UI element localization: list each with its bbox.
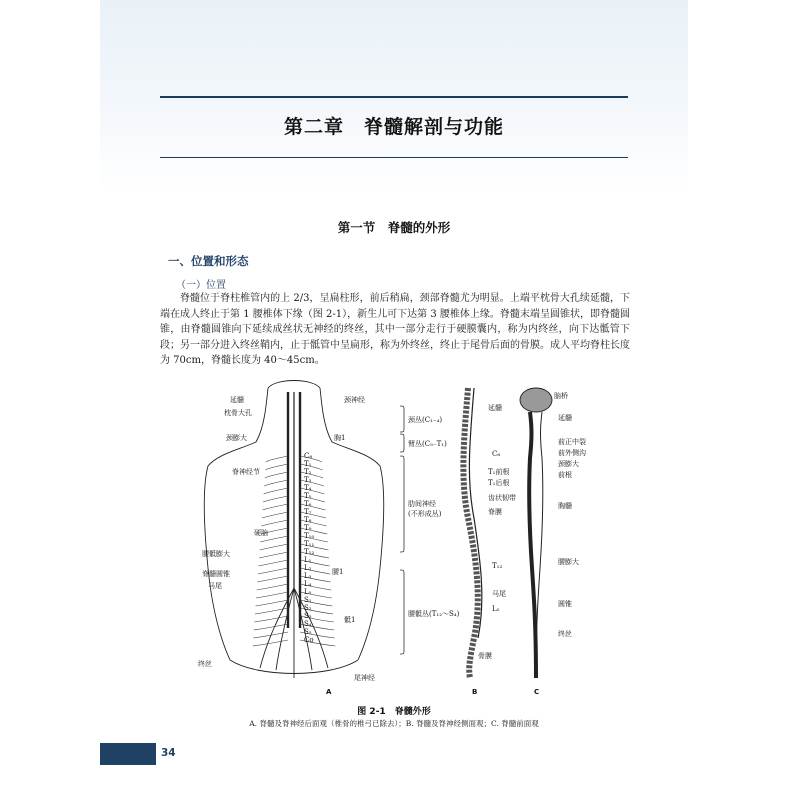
chapter-rule-top [160, 96, 628, 98]
spinal-nerve-left [261, 520, 288, 526]
label-b-denticulate: 齿状韧带 [488, 494, 516, 502]
label-conus: 脊髓圆锥 [202, 570, 230, 578]
segment-label: L₅ [304, 588, 312, 596]
spinal-nerve-left [254, 624, 288, 630]
spinal-nerve-left [262, 512, 288, 518]
spinal-nerve-left [259, 552, 288, 558]
segment-label: T₁₂ [304, 548, 315, 556]
segment-label: T₉ [304, 524, 312, 532]
segment-label: S₅ [304, 628, 312, 636]
spinal-nerve-left [263, 504, 289, 510]
spinal-nerve-left [258, 568, 288, 574]
label-b-t12: T₁₂ [492, 562, 503, 570]
label-c-anterior-fissure: 前正中裂 [558, 438, 586, 446]
panel-a-right-labels [332, 395, 375, 682]
label-b-c8: C₈ [492, 450, 501, 458]
label-l1: 腰1 [332, 568, 344, 576]
label-b-cauda: 马尾 [492, 590, 506, 598]
body-paragraph-container [160, 291, 630, 369]
segment-label: T₁₀ [304, 532, 315, 540]
segment-label: L₁ [304, 556, 312, 564]
label-t1: 胸1 [334, 434, 346, 442]
label-filum: 终丝 [198, 660, 212, 668]
label-medulla: 延髓 [230, 396, 244, 404]
footer-bar [100, 743, 156, 765]
segment-label: L₂ [304, 564, 312, 572]
label-dura: 硬脑 [254, 529, 268, 537]
label-c-pons: 脑桥 [554, 392, 568, 400]
label-cauda-equina: 马尾 [208, 582, 222, 590]
section-title: 第一节 脊髓的外形 [337, 220, 451, 235]
label-brachial-plexus: 臂丛(C₅₋T₁) [408, 440, 447, 448]
label-intercostal-nerve: 肋间神经 [408, 500, 436, 508]
spinal-nerve-left [260, 544, 288, 550]
panel-letter-a: A [326, 688, 332, 696]
label-c-filum: 终丝 [558, 630, 572, 638]
panel-c-labels [554, 391, 586, 638]
segment-label: T₈ [304, 516, 312, 524]
spinal-nerve-left [258, 560, 288, 566]
label-cervical-plexus: 颈丛(C₁₋₄) [408, 416, 443, 424]
segment-label: T₂ [304, 468, 312, 476]
bracket-labels [408, 415, 460, 618]
label-lumbosacral-plexus: 腰骶丛(T₁₂～S₄) [408, 610, 460, 618]
label-cervical-enlargement: 颈膨大 [226, 434, 247, 442]
page-number: 34 [161, 747, 176, 759]
label-b-periosteum: 骨膜 [478, 652, 492, 660]
label-b-meninges: 脊膜 [488, 508, 502, 516]
segment-label: C₈ [304, 452, 313, 460]
segment-label: S₁ [304, 596, 312, 604]
segment-label: T₄ [304, 484, 312, 492]
figure-caption: 图 2-1 脊髓外形 [357, 707, 431, 717]
label-c-medulla: 延髓 [558, 414, 572, 422]
label-b-medulla: 延髓 [488, 404, 502, 412]
label-b-t1-posterior-root: T₁后根 [488, 479, 510, 487]
chapter-title: 第二章 脊髓解剖与功能 [283, 116, 504, 138]
spinal-nerve-left [266, 456, 288, 462]
panel-c-drawing [520, 388, 552, 678]
label-no-plexus: (不形成丛) [408, 510, 442, 518]
label-b-t1-anterior-root: T₁前根 [488, 468, 510, 476]
spinal-nerve-left [255, 608, 288, 614]
spinal-nerve-left [263, 496, 288, 502]
spinal-nerve-left [254, 616, 288, 622]
figure-description: A. 脊髓及脊神经后面观（椎骨的椎弓已除去）；B. 脊髓及脊神经侧面观；C. 脊髓前面观 [249, 719, 539, 728]
label-c-anterolateral-sulcus: 前外侧沟 [558, 449, 586, 457]
spinal-nerve-left [264, 480, 288, 486]
label-b-l5: L₅ [492, 605, 500, 613]
heading-position-and-shape: 一、位置和形态 [168, 254, 249, 268]
segment-label: T₅ [304, 492, 312, 500]
label-c-cervical-enlargement: 颈膨大 [558, 460, 579, 468]
segment-label: L₄ [304, 580, 312, 588]
segment-label: S₂ [304, 604, 312, 612]
subheading-position: （一）位置 [176, 280, 226, 291]
segment-label: L₃ [304, 572, 312, 580]
segment-labels [304, 452, 314, 644]
label-c-anterior-root: 前根 [558, 471, 572, 479]
segment-label: T₇ [304, 508, 312, 516]
spinal-nerve-left [265, 464, 288, 470]
label-c-lumbar-enlargement: 腰膨大 [558, 558, 579, 566]
spinal-nerve-left [264, 488, 288, 494]
label-coccygeal-nerve: 尾神经 [354, 674, 375, 682]
spinal-nerve-left [253, 640, 288, 646]
label-c-conus: 圆锥 [558, 600, 572, 608]
label-foramen-magnum: 枕骨大孔 [224, 409, 252, 417]
label-c-thoracic: 胸髓 [558, 502, 572, 510]
segment-label: Co [304, 636, 314, 644]
panel-b-labels [478, 403, 516, 660]
segment-label: T₃ [304, 476, 312, 484]
bracket-lines [400, 406, 404, 654]
spinal-nerve-left [256, 592, 288, 598]
segment-label: S₄ [304, 620, 312, 628]
label-spinal-ganglion: 脊神经节 [232, 468, 260, 476]
label-cervical-nerve: 颈神经 [344, 396, 365, 404]
spinal-nerve-left [257, 576, 288, 582]
spinal-nerve-left [265, 472, 288, 478]
panel-b-drawing [463, 388, 481, 678]
panel-letter-c: C [534, 688, 540, 696]
panel-a-drawing [204, 381, 384, 679]
label-s1: 骶1 [344, 616, 356, 624]
spinal-nerve-left [257, 584, 288, 590]
body-paragraph: 脊髓位于脊柱椎管内的上 2/3，呈扁柱形，前后稍扁，颈部脊髓尤为明显。上端平枕骨大孔续延髓，下端在成人终止于第 1 腰椎体下缘（图 2-1），新生儿可下达第 3 腰椎体上缘。脊髓末端呈圆锥状，即脊髓圆锥，由脊髓圆锥向下延续成丝状无神经的终丝，其中一部分走行于硬膜囊内，称为内终丝，向下达骶管下段；另一部分进入终丝鞘内，止于骶管中呈扁形，称为外终丝，终止于尾骨后面的骨膜。成人平均脊柱长度为 70cm，脊髓长度为 40～45cm。 [160, 293, 630, 367]
figure-drawing [168, 378, 598, 698]
label-lumbosacral-enlargement: 腰骶膨大 [202, 550, 230, 558]
figure-spinal-cord [168, 378, 598, 698]
segment-label: T₁₁ [304, 540, 315, 548]
panel-letter-b: B [472, 688, 478, 696]
spinal-nerve-left [256, 600, 289, 606]
chapter-rule-bottom [160, 157, 628, 158]
segment-label: T₆ [304, 500, 312, 508]
segment-label: T₁ [304, 460, 312, 468]
panel-a-left-labels [198, 395, 268, 668]
segment-label: S₃ [304, 612, 312, 620]
